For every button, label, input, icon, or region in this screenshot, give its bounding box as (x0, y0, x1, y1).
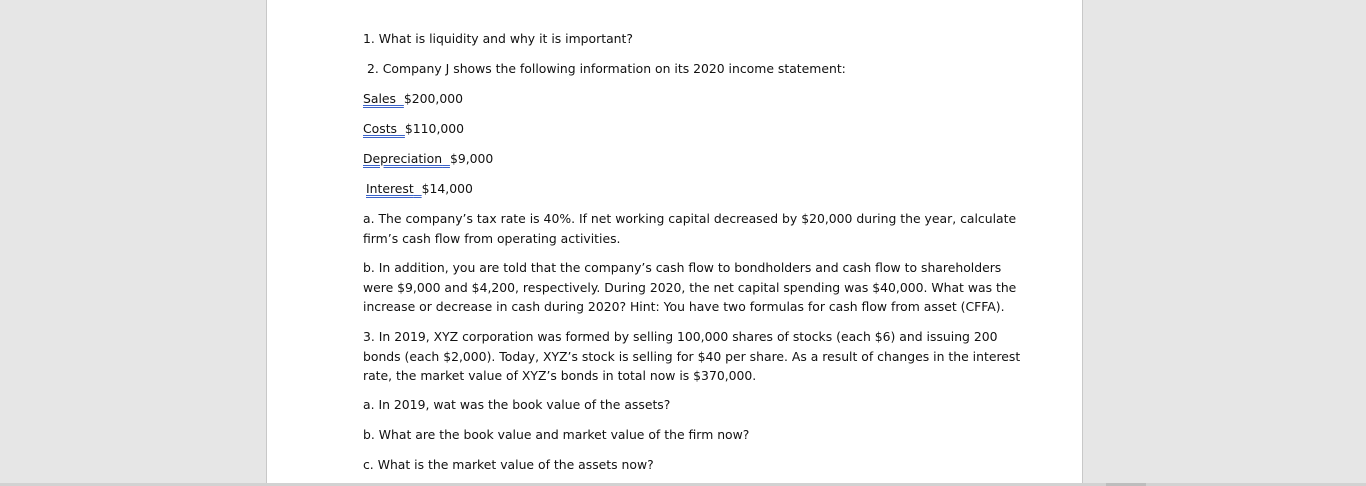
income-item-sales (363, 89, 463, 109)
income-item-label: Sales (363, 91, 396, 106)
question-1: 1. What is liquidity and why it is important? (363, 31, 633, 46)
question-2a-line: a. The company’s tax rate is 40%. If net working capital decreased by $20,000 during the year, calculate (363, 211, 1017, 226)
income-item-value: $9,000 (449, 151, 494, 166)
income-item-interest (366, 179, 473, 199)
question-3-line: bonds (each $2,000). Today, XYZ’s stock is selling for $40 per share. As a result of changes in the interest (363, 348, 1021, 364)
income-item-label: Depreciation (363, 151, 443, 166)
question-3 (363, 327, 1021, 386)
income-item-depreciation (363, 149, 493, 169)
question-2b-line: increase or decrease in cash during 2020? Hint: You have two formulas for cash flow from asset (CFFA). (363, 299, 1005, 315)
income-item-value: $200,000 (403, 91, 463, 106)
income-item-label: Interest (366, 181, 414, 196)
income-item-costs (363, 119, 464, 139)
question-2b-line: were $9,000 and $4,200, respectively. During 2020, the net capital spending was $40,000. What was the (363, 279, 1017, 295)
income-item-label: Costs (363, 121, 398, 136)
question-3-line: rate, the market value of XYZ’s bonds in total now is $370,000. (363, 368, 757, 384)
document-page[interactable] (266, 0, 1083, 483)
question-3b: b. What are the book value and market value of the firm now? (363, 427, 750, 442)
question-2: 2. Company J shows the following information on its 2020 income statement: (367, 61, 846, 76)
income-item-value: $14,000 (421, 181, 473, 196)
question-2b-line: b. In addition, you are told that the company’s cash flow to bondholders and cash flow to shareholders (363, 260, 1002, 275)
question-3a: a. In 2019, wat was the book value of the assets? (363, 397, 671, 412)
question-2a (363, 209, 1017, 248)
income-item-value: $110,000 (404, 121, 465, 136)
question-3c: c. What is the market value of the assets now? (363, 457, 654, 472)
question-2b (363, 258, 1017, 317)
question-3-line: 3. In 2019, XYZ corporation was formed by selling 100,000 shares of stocks (each $6) and issuing 200 (363, 329, 998, 344)
question-2a-line: firm’s cash flow from operating activities. (363, 230, 621, 246)
